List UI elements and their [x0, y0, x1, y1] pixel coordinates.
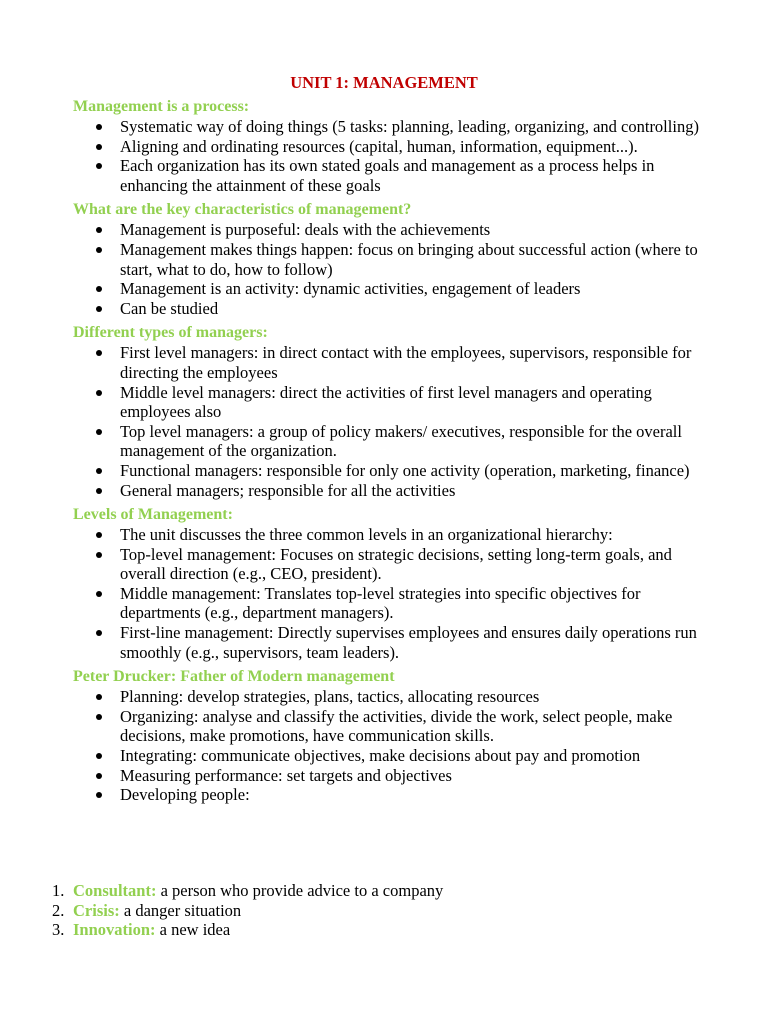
section-peter-drucker [73, 666, 713, 805]
bullet-icon [96, 286, 102, 292]
bullet-icon [96, 227, 102, 233]
glossary-definition: a danger situation [119, 900, 242, 920]
bullet-icon [96, 124, 102, 130]
list-item-text: The unit discusses the three common levels in an organizational hierarchy: [120, 525, 613, 545]
bullet-icon [96, 390, 102, 396]
section-types-of-managers [73, 322, 713, 500]
bullet-icon [96, 591, 102, 597]
list-item [73, 279, 713, 299]
bullet-icon [96, 144, 102, 150]
glossary-term: Crisis: [73, 900, 120, 920]
list-item [73, 687, 713, 707]
bullet-icon [96, 350, 102, 356]
list-item-text: Management is purposeful: deals with the achievements [120, 220, 491, 240]
list-item-text: Middle management: Translates top-level strategies into specific objectives for departments (e.g., department managers). [120, 583, 641, 623]
bullet-icon [96, 468, 102, 474]
bullet-list [73, 343, 713, 500]
list-item [73, 240, 713, 279]
glossary-number: 3. [52, 920, 65, 940]
list-item-text: Management is an activity: dynamic activities, engagement of leaders [120, 279, 581, 299]
list-item-text: Aligning and ordinating resources (capital, human, information, equipment...). [120, 136, 638, 156]
glossary-item [52, 920, 732, 940]
page-title: UNIT 1: MANAGEMENT [290, 73, 478, 92]
section-heading: What are the key characteristics of management? [73, 201, 412, 219]
list-item-text: First-line management: Directly supervises employees and ensures daily operations run smoothly (e.g., supervisors, team leaders). [120, 623, 697, 662]
bullet-icon [96, 792, 102, 798]
glossary-item [52, 881, 732, 901]
list-item [73, 785, 713, 805]
bullet-icon [96, 714, 102, 720]
list-item [73, 117, 713, 137]
bullet-icon [96, 429, 102, 435]
list-item-text: Each organization has its own stated goals and management as a process helps in enhancing the attainment of these goals [120, 156, 655, 195]
section-heading: Levels of Management: [73, 506, 233, 524]
glossary-term: Consultant: [73, 881, 157, 900]
document-body [73, 96, 713, 805]
bullet-list [73, 525, 713, 662]
list-item [73, 766, 713, 786]
list-item-text: First level managers: in direct contact with the employees, supervisors, responsible for directing the employees [120, 343, 692, 382]
glossary-item [52, 901, 732, 921]
list-item-text: Functional managers: responsible for only one activity (operation, marketing, finance) [120, 460, 690, 480]
glossary-list [52, 881, 732, 940]
bullet-icon [96, 163, 102, 169]
list-item [73, 422, 713, 461]
bullet-icon [96, 753, 102, 759]
list-item [73, 746, 713, 766]
glossary-number: 1. [52, 881, 65, 900]
list-item [73, 137, 713, 157]
bullet-list [73, 687, 713, 805]
list-item-text: Top level managers: a group of policy makers/ executives, responsible for the overall management of the organization. [120, 421, 682, 461]
bullet-icon [96, 306, 102, 312]
section-heading: Different types of managers: [73, 324, 268, 342]
glossary-definition: a new idea [155, 920, 231, 940]
list-item-text: Systematic way of doing things (5 tasks: planning, leading, organizing, and controlling) [120, 117, 699, 136]
list-item [73, 623, 713, 662]
section-levels-of-management [73, 504, 713, 662]
list-item-text: General managers; responsible for all the activities [120, 480, 456, 500]
list-item [73, 461, 713, 481]
list-item-text: Top-level management: Focuses on strategic decisions, setting long-term goals, and overall direction (e.g., CEO, president). [120, 544, 672, 584]
bullet-list [73, 117, 713, 195]
bullet-icon [96, 552, 102, 558]
bullet-icon [96, 630, 102, 636]
list-item [73, 525, 713, 545]
list-item-text: Integrating: communicate objectives, make decisions about pay and promotion [120, 746, 641, 766]
bullet-icon [96, 532, 102, 538]
glossary-term: Innovation: [73, 920, 156, 940]
list-item-text: Can be studied [120, 298, 219, 318]
section-heading: Management is a process: [73, 98, 250, 115]
list-item-text: Measuring performance: set targets and objectives [120, 765, 452, 785]
section-heading: Peter Drucker: Father of Modern management [73, 668, 395, 686]
list-item [73, 343, 713, 382]
glossary-definition: a person who provide advice to a company [156, 881, 444, 900]
section-management-process [73, 96, 713, 195]
glossary-number: 2. [52, 900, 65, 920]
section-key-characteristics [73, 199, 713, 318]
list-item-text: Middle level managers: direct the activities of first level managers and operating employees also [120, 382, 652, 422]
list-item [73, 156, 713, 195]
list-item [73, 707, 713, 746]
list-item [73, 584, 713, 623]
list-item-text: Management makes things happen: focus on bringing about successful action (where to start, what to do, how to follow) [120, 239, 698, 279]
bullet-icon [96, 694, 102, 700]
bullet-list [73, 220, 713, 318]
list-item [73, 545, 713, 584]
bullet-icon [96, 773, 102, 779]
bullet-icon [96, 247, 102, 253]
list-item [73, 299, 713, 319]
list-item [73, 481, 713, 501]
list-item [73, 220, 713, 240]
bullet-icon [96, 488, 102, 494]
list-item-text: Developing people: [120, 785, 250, 805]
list-item-text: Planning: develop strategies, plans, tactics, allocating resources [120, 687, 540, 707]
list-item [73, 383, 713, 422]
list-item-text: Organizing: analyse and classify the activities, divide the work, select people, make decisions, make promotions, have communication skills. [120, 706, 673, 746]
